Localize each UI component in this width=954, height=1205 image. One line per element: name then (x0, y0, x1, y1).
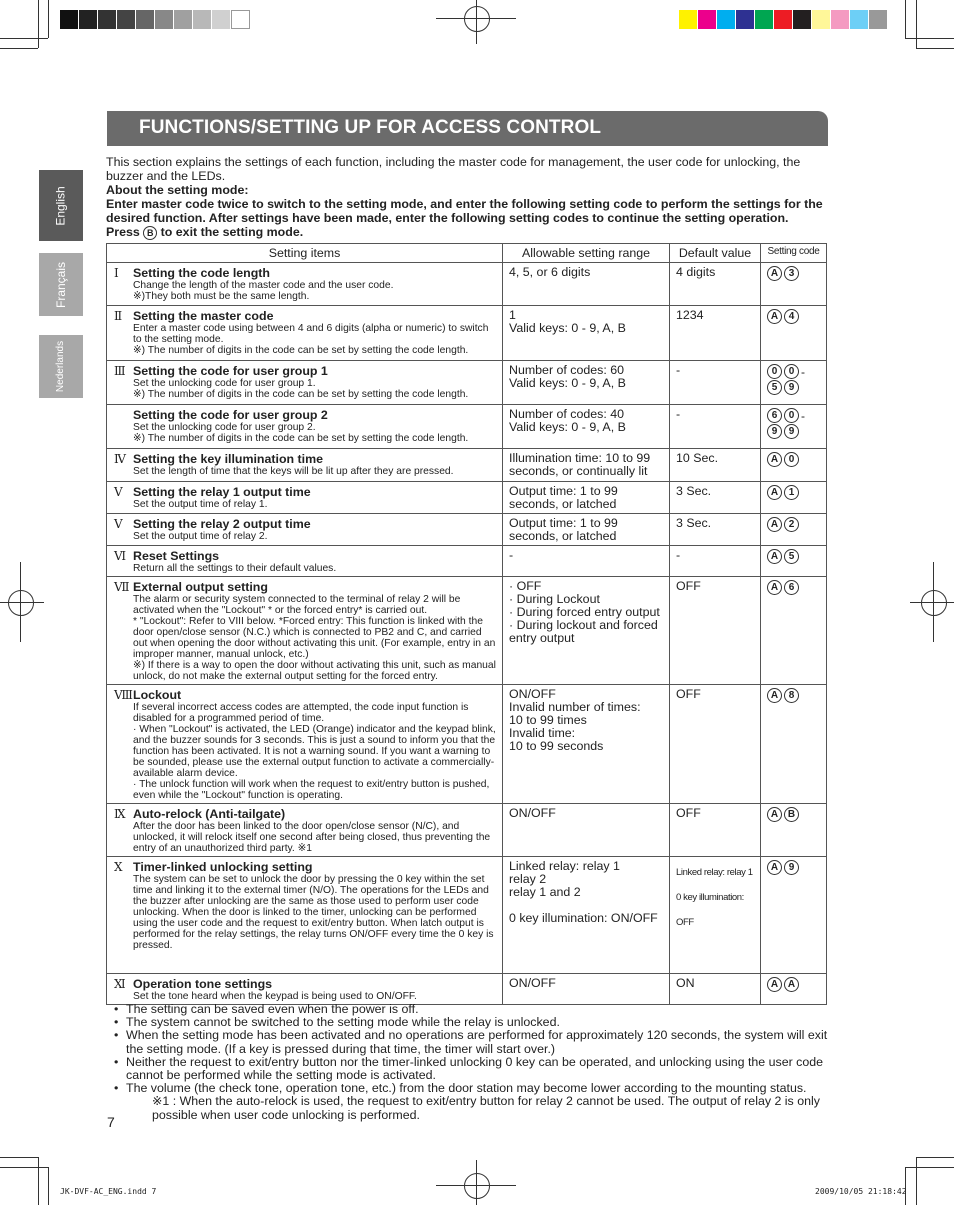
section-title-bar (107, 111, 828, 146)
section-title: FUNCTIONS/SETTING UP FOR ACCESS CONTROL (139, 117, 602, 138)
key-a-icon: A (784, 977, 799, 992)
setting-title: Timer-linked unlocking setting (133, 860, 313, 874)
intro-heading: About the setting mode: (106, 183, 249, 197)
setting-code-line (767, 485, 821, 500)
setting-description: ※) The number of digits in the code can be set by setting the code length. (133, 345, 469, 356)
color-swatch (812, 10, 831, 29)
setting-title: Auto-relock (Anti-tailgate) (133, 807, 286, 821)
setting-code-cell (761, 263, 827, 306)
tab-nederlands[interactable] (39, 335, 83, 398)
key-a-icon: A (767, 860, 782, 875)
color-swatch (717, 10, 736, 29)
header-setting-code: Setting code (761, 244, 827, 263)
setting-description: Set the unlocking code for user group 1. (133, 378, 316, 389)
setting-code-cell (761, 514, 827, 546)
key-a-icon: A (767, 549, 782, 564)
setting-code-cell (761, 449, 827, 482)
setting-item-cell (107, 514, 503, 546)
default-value-cell: Linked relay: relay 1 0 key illumination: OFF (670, 857, 761, 974)
setting-item-cell (107, 361, 503, 405)
setting-description: Set the unlocking code for user group 2. (133, 422, 316, 433)
allowable-range-cell: · OFF · During Lockout · During forced entry output · During lockout and forced entry output (503, 577, 670, 685)
gray-swatch (155, 10, 174, 29)
tab-francais[interactable] (39, 253, 83, 316)
setting-title: Setting the code for user group 2 (133, 408, 328, 422)
color-swatch (679, 10, 698, 29)
table-row (107, 546, 827, 577)
header-setting-items: Setting items (107, 244, 503, 263)
key-9-icon: 9 (784, 424, 799, 439)
setting-title: External output setting (133, 580, 268, 594)
code-separator: - (801, 408, 805, 423)
setting-code-line (767, 452, 821, 467)
setting-item-cell (107, 685, 503, 804)
key-5-icon: 5 (784, 549, 799, 564)
table-row (107, 482, 827, 514)
default-value-cell: OFF (670, 804, 761, 857)
setting-code-line (767, 549, 821, 564)
allowable-range-cell: ON/OFF (503, 974, 670, 1005)
default-value-cell: - (670, 361, 761, 405)
key-a-icon: A (767, 977, 782, 992)
gray-swatch (136, 10, 155, 29)
setting-title: Setting the key illumination time (133, 452, 324, 466)
setting-item-cell (107, 482, 503, 514)
setting-code-line (767, 688, 821, 703)
code-separator: - (801, 364, 805, 379)
gray-swatch (174, 10, 193, 29)
setting-code-line (767, 309, 821, 324)
table-row (107, 514, 827, 546)
key-a-icon: A (767, 452, 782, 467)
setting-code-line (767, 266, 821, 281)
setting-description: ※)They both must be the same length. (133, 291, 310, 302)
tab-english[interactable] (39, 170, 83, 241)
setting-item-cell (107, 974, 503, 1005)
setting-item-cell (107, 804, 503, 857)
setting-code-line (767, 424, 821, 439)
setting-code-cell (761, 974, 827, 1005)
setting-description: ※) If there is a way to open the door without activating this unit, such as manual unlock, do not make the external output setting for the forced entry. (133, 660, 496, 682)
allowable-range-cell: ON/OFF (503, 804, 670, 857)
color-swatch (831, 10, 850, 29)
default-value-cell: 4 digits (670, 263, 761, 306)
tab-nederlands-label: Nederlands (55, 340, 67, 393)
setting-code-line (767, 580, 821, 595)
key-9-icon: 9 (767, 424, 782, 439)
allowable-range-cell: Illumination time: 10 to 99 seconds, or continually lit (503, 449, 670, 482)
allowable-range-cell: Number of codes: 40 Valid keys: 0 - 9, A, B (503, 405, 670, 449)
key-4-icon: 4 (784, 309, 799, 324)
table-row (107, 857, 827, 974)
setting-title: Setting the code length (133, 266, 270, 280)
color-swatch (774, 10, 793, 29)
gray-swatch (212, 10, 231, 29)
footnote: ※1 : When the auto-relock is used, the request to exit/entry button for relay 2 cannot be used. The output of relay 2 is only possible when user code unlocking is performed. (152, 1094, 820, 1122)
setting-description: Set the length of time that the keys will be lit up after they are pressed. (133, 466, 454, 477)
default-value-cell: OFF (670, 685, 761, 804)
setting-title: Setting the relay 1 output time (133, 485, 311, 499)
settings-table (106, 243, 827, 1005)
gray-swatch (98, 10, 117, 29)
setting-code-cell (761, 482, 827, 514)
setting-code-cell (761, 546, 827, 577)
setting-description: Set the output time of relay 2. (133, 531, 268, 542)
table-row (107, 449, 827, 482)
key-a-icon: A (767, 309, 782, 324)
table-row (107, 577, 827, 685)
header-allowable-range: Allowable setting range (503, 244, 670, 263)
note-item: • The volume (the check tone, operation tone, etc.) from the door station may become lower according to the mounting status. (112, 1082, 828, 1095)
setting-description: Set the output time of relay 1. (133, 499, 268, 510)
setting-description: · The unlock function will work when the request to exit/entry button is pushed, even while the "Lockout" function is operating. (133, 779, 490, 801)
roman-numeral: Ⅷ (114, 688, 133, 702)
default-value-cell: 3 Sec. (670, 482, 761, 514)
setting-code-cell (761, 685, 827, 804)
setting-item-cell (107, 263, 503, 306)
setting-code-line (767, 517, 821, 532)
roman-numeral: Ⅴ (114, 517, 123, 531)
note-item: • Neither the request to exit/entry button nor the timer-linked unlocking 0 key can be operated, and unlocking using the user code cannot be performed while the setting mode is activated. (112, 1056, 828, 1082)
color-swatch (755, 10, 774, 29)
allowable-range-cell: 1 Valid keys: 0 - 9, A, B (503, 306, 670, 361)
setting-description: * "Lockout": Refer to VIII below. *Forced entry: This function is linked with the door open/close sensor (N.C.) which is connected to PB2 and C, and carried out when opening the door without activating this unit. (For example, entry in an improper manner, manual unlock, etc.) (133, 616, 496, 660)
gray-swatch (193, 10, 212, 29)
table-row (107, 306, 827, 361)
setting-code-line (767, 408, 821, 423)
intro-exit-pre: Press (106, 225, 144, 239)
note-item: • When the setting mode has been activated and no operations are performed for approximately 120 seconds, the system will exit the setting mode. (If a key is pressed during that time, the timer will start over.) (112, 1029, 828, 1055)
allowable-range-cell: Linked relay: relay 1 relay 2 relay 1 and 2 0 key illumination: ON/OFF (503, 857, 670, 974)
tab-english-label: English (53, 185, 68, 226)
roman-numeral: Ⅴ (114, 485, 123, 499)
key-a-icon: A (767, 485, 782, 500)
default-value-cell: - (670, 546, 761, 577)
setting-title: Setting the master code (133, 309, 274, 323)
color-swatch (869, 10, 888, 29)
setting-code-line (767, 364, 821, 379)
setting-item-cell (107, 405, 503, 449)
default-value-cell: - (670, 405, 761, 449)
key-a-icon: A (767, 580, 782, 595)
intro-text (106, 155, 828, 240)
setting-code-cell (761, 804, 827, 857)
b-key-icon: B (143, 226, 157, 240)
setting-description: Change the length of the master code and the user code. (133, 280, 394, 291)
setting-title: Operation tone settings (133, 977, 273, 991)
table-header-row (107, 244, 827, 263)
process-color-bar (679, 10, 888, 29)
color-swatch (698, 10, 717, 29)
gray-swatch (79, 10, 98, 29)
setting-description: Set the tone heard when the keypad is being used to ON/OFF. (133, 991, 417, 1002)
allowable-range-cell: 4, 5, or 6 digits (503, 263, 670, 306)
setting-item-cell (107, 577, 503, 685)
gray-swatch (60, 10, 79, 29)
key-0-icon: 0 (767, 364, 782, 379)
key-2-icon: 2 (784, 517, 799, 532)
key-6-icon: 6 (784, 580, 799, 595)
roman-numeral: Ⅲ (114, 364, 126, 378)
setting-code-line (767, 860, 821, 875)
key-6-icon: 6 (767, 408, 782, 423)
setting-item-cell (107, 857, 503, 974)
table-row (107, 405, 827, 449)
gray-swatch (117, 10, 136, 29)
page-number: 7 (107, 1114, 115, 1130)
allowable-range-cell: Output time: 1 to 99 seconds, or latched (503, 482, 670, 514)
key-a-icon: A (767, 807, 782, 822)
setting-description: ※) The number of digits in the code can be set by setting the code length. (133, 433, 469, 444)
allowable-range-cell: Number of codes: 60 Valid keys: 0 - 9, A, B (503, 361, 670, 405)
setting-description: The system can be set to unlock the door by pressing the 0 key within the set time and linking it to the external timer (N/O). The operations for the LEDs and the buzzer after unlocking are the same as those used to perform user code unlocking. When the door is linked to the timer, unlocking can be performed using the user code and the request to exit/entry button. When latch output is performed for the relay settings, the relay turns ON/OFF every time the 0 key is pressed. (133, 874, 494, 951)
tab-francais-label: Français (54, 261, 69, 308)
note-item: • The setting can be saved even when the power is off. (112, 1003, 828, 1016)
intro-paragraph: This section explains the settings of each function, including the master code for management, the user code for unlocking, the buzzer and the LEDs. (106, 155, 801, 183)
setting-description: After the door has been linked to the door open/close sensor (N/C), and unlocked, it will relock itself one second after being closed, thus preventing the entry of an unauthorized third party. ※1 (133, 821, 491, 854)
setting-title: Reset Settings (133, 549, 220, 563)
setting-title: Setting the relay 2 output time (133, 517, 311, 531)
header-default-value: Default value (670, 244, 761, 263)
table-row (107, 685, 827, 804)
setting-code-cell (761, 306, 827, 361)
notes-section (112, 1003, 828, 1122)
table-row (107, 263, 827, 306)
default-value-cell: 1234 (670, 306, 761, 361)
default-value-cell: 3 Sec. (670, 514, 761, 546)
roman-numeral: Ⅳ (114, 452, 126, 466)
intro-instructions: Enter master code twice to switch to the setting mode, and enter the following setting code to perform the settings for the desired function. After settings have been made, enter the following setting codes to continue the setting operation. (106, 197, 823, 225)
key-3-icon: 3 (784, 266, 799, 281)
setting-item-cell (107, 546, 503, 577)
setting-description: The alarm or security system connected to the terminal of relay 2 will be activated when the "Lockout" * or the forced entry* is carried out. (133, 594, 461, 616)
intro-exit-instruction (106, 225, 828, 240)
allowable-range-cell: - (503, 546, 670, 577)
roman-numeral: Ⅺ (114, 977, 126, 991)
setting-code-line (767, 380, 821, 395)
setting-item-cell (107, 449, 503, 482)
key-9-icon: 9 (784, 860, 799, 875)
key-a-icon: A (767, 266, 782, 281)
setting-code-cell (761, 405, 827, 449)
roman-numeral: Ⅵ (114, 549, 127, 563)
file-slug: JK-DVF-AC_ENG.indd 7 (60, 1187, 157, 1196)
gray-swatch (231, 10, 250, 29)
setting-code-cell (761, 361, 827, 405)
color-swatch (736, 10, 755, 29)
key-b-icon: B (784, 807, 799, 822)
roman-numeral: Ⅹ (114, 860, 123, 874)
note-item: • The system cannot be switched to the setting mode while the relay is unlocked. (112, 1016, 828, 1029)
gray-color-bar (60, 10, 250, 29)
key-0-icon: 0 (784, 452, 799, 467)
key-0-icon: 0 (784, 408, 799, 423)
setting-title: Setting the code for user group 1 (133, 364, 328, 378)
allowable-range-cell: Output time: 1 to 99 seconds, or latched (503, 514, 670, 546)
setting-title: Lockout (133, 688, 182, 702)
setting-description: Return all the settings to their default values. (133, 563, 337, 574)
table-row (107, 361, 827, 405)
roman-numeral: Ⅰ (114, 266, 119, 280)
setting-item-cell (107, 306, 503, 361)
setting-code-line (767, 807, 821, 822)
setting-description: ※) The number of digits in the code can be set by setting the code length. (133, 389, 469, 400)
setting-code-line (767, 977, 821, 992)
table-row (107, 974, 827, 1005)
key-a-icon: A (767, 517, 782, 532)
roman-numeral: Ⅱ (114, 309, 123, 323)
setting-code-cell (761, 857, 827, 974)
color-swatch (793, 10, 812, 29)
setting-description: Enter a master code using between 4 and 6 digits (alpha or numeric) to switch to the setting mode. (133, 323, 489, 345)
table-row (107, 804, 827, 857)
allowable-range-cell: ON/OFF Invalid number of times: 10 to 99 times Invalid time: 10 to 99 seconds (503, 685, 670, 804)
key-5-icon: 5 (767, 380, 782, 395)
roman-numeral: Ⅸ (114, 807, 126, 821)
default-value-cell: 10 Sec. (670, 449, 761, 482)
default-value-cell: ON (670, 974, 761, 1005)
setting-description: · When "Lockout" is activated, the LED (Orange) indicator and the keypad blink, and the buzzer sounds for 3 seconds. This is just a sound to inform you that the function has been activated. It is not a warning sound. If you want a warning to be sounded, please use the external output function to activate a commercially-available alarm device. (133, 724, 496, 779)
intro-exit-post: to exit the setting mode. (157, 225, 304, 239)
key-9-icon: 9 (784, 380, 799, 395)
date-slug: 2009/10/05 21:18:42 (815, 1187, 907, 1196)
roman-numeral: Ⅶ (114, 580, 130, 594)
key-0-icon: 0 (784, 364, 799, 379)
default-value-cell: OFF (670, 577, 761, 685)
setting-code-cell (761, 577, 827, 685)
key-a-icon: A (767, 688, 782, 703)
setting-description: If several incorrect access codes are attempted, the code input function is disabled for a programmed period of time. (133, 702, 469, 724)
key-8-icon: 8 (784, 688, 799, 703)
key-1-icon: 1 (784, 485, 799, 500)
color-swatch (850, 10, 869, 29)
